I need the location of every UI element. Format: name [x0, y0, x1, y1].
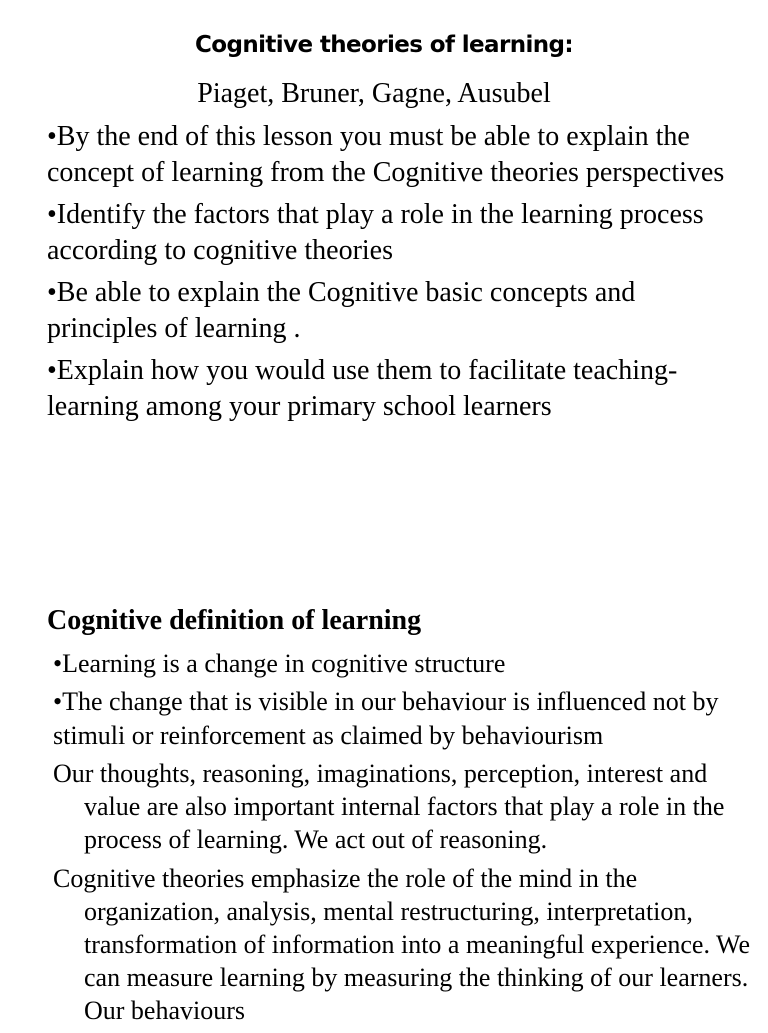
bullet-item: •Identify the factors that play a role in the learning process according to cognitive theories [47, 199, 704, 266]
bullet-item: •By the end of this lesson you must be able to explain the concept of learning from the Cognitive theories perspectives [47, 121, 725, 188]
body-paragraph: Cognitive theories emphasize the role of the mind in the organization, analysis, mental restructuring, interpretation, transformation of information into a meaningful experience. We can measure learning by measuring the thinking of our learners. Our behaviours [53, 864, 750, 1025]
bullet-item: •The change that is visible in our behaviour is influenced not by stimuli or reinforcement as claimed by behaviourism [53, 687, 719, 750]
bullet-item: •Learning is a change in cognitive structure [53, 649, 506, 678]
bullet-item: •Be able to explain the Cognitive basic concepts and principles of learning . [47, 277, 636, 344]
slide-two-title: Cognitive definition of learning [47, 605, 422, 636]
body-paragraph: Our thoughts, reasoning, imaginations, perception, interest and value are also important internal factors that play a role in the process of learning. We act out of reasoning. [53, 759, 725, 854]
slide-one-bullet-list [47, 119, 747, 431]
slide-two-body [53, 647, 753, 1033]
bullet-item: •Explain how you would use them to facilitate teaching-learning among your primary school learners [47, 355, 678, 422]
slide-one-title: Cognitive theories of learning: [194, 32, 574, 58]
slide-one-subtitle: Piaget, Bruner, Gagne, Ausubel [197, 78, 551, 109]
